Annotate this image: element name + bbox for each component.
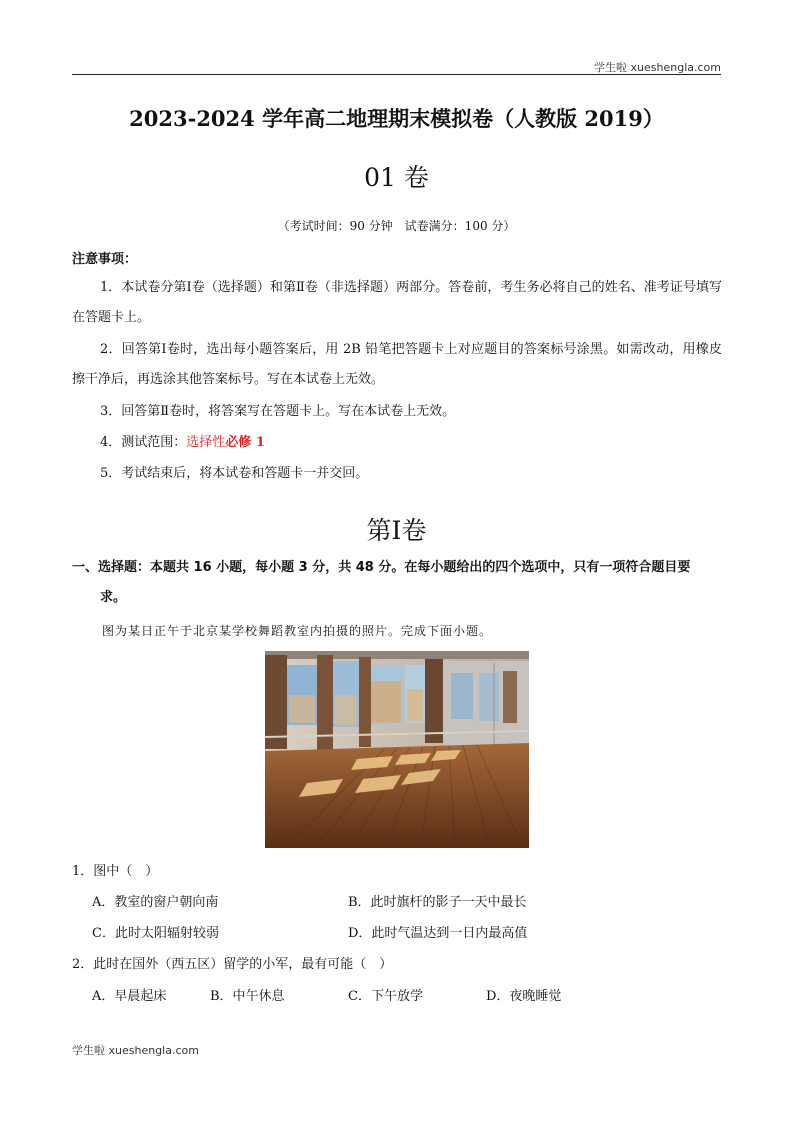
question-2-option-c: C．下午放学 [348, 989, 423, 1004]
time-info: （考试时间：90 分钟 试卷满分：100 分） [277, 219, 516, 233]
notes-heading: 注意事项： [72, 252, 138, 267]
question-1-option-d: D．此时气温达到一日内最高值 [348, 926, 528, 941]
test-scope-text: 选择性 [186, 435, 226, 450]
question-2-option-b: B．中午休息 [210, 989, 285, 1004]
section-heading-line1: 一、选择题：本题共 16 小题，每小题 3 分，共 48 分。在每小题给出的四个选项中，只有一项符合题目要 [72, 560, 691, 575]
note-item-4 [72, 428, 722, 458]
test-scope-bold: 必修 1 [225, 435, 265, 450]
exam-title: 2023-2024 学年高二地理期末模拟卷（人教版 2019） [129, 106, 664, 131]
question-2-option-d: D．夜晚睡觉 [486, 989, 562, 1004]
footer-site: 学生啦 xueshengla.com [72, 1044, 199, 1057]
question-section-heading [72, 553, 722, 613]
question-2-stem: 2．此时在国外（西五区）留学的小军，最有可能（ ） [72, 957, 393, 972]
exam-subtitle: 01 卷 [364, 163, 429, 192]
question-1-stem: 1．图中（ ） [72, 864, 159, 879]
header-divider [72, 74, 721, 75]
header-site: 学生啦 xueshengla.com [594, 61, 721, 74]
note-item-5: 5．考试结束后，将本试卷和答题卡一并交回。 [100, 466, 369, 481]
note-item-1: 1．本试卷分第Ⅰ卷（选择题）和第Ⅱ卷（非选择题）两部分。答卷前，考生务必将自己的姓名、准考证号填写在答题卡上。 [72, 280, 722, 325]
question-intro: 图为某日正午于北京某学校舞蹈教室内拍摄的照片。完成下面小题。 [102, 624, 493, 638]
question-1-option-b: B．此时旗杆的影子一天中最长 [348, 895, 527, 910]
dance-classroom-photo [265, 651, 529, 848]
note-item-3: 3．回答第Ⅱ卷时，将答案写在答题卡上。写在本试卷上无效。 [100, 404, 456, 419]
note-item-4-label: 4．测试范围： [100, 435, 187, 450]
section-title: 第Ⅰ卷 [366, 516, 427, 545]
section-heading-line2: 求。 [100, 590, 127, 605]
question-1-option-c: C．此时太阳辐射较弱 [92, 926, 219, 941]
question-1-option-a: A．教室的窗户朝向南 [92, 895, 219, 910]
question-2-option-a: A．早晨起床 [92, 989, 167, 1004]
note-item-2: 2．回答第Ⅰ卷时，选出每小题答案后，用 2B 铅笔把答题卡上对应题目的答案标号涂黑。如需改动，用橡皮擦干净后，再选涂其他答案标号。写在本试卷上无效。 [72, 342, 722, 387]
